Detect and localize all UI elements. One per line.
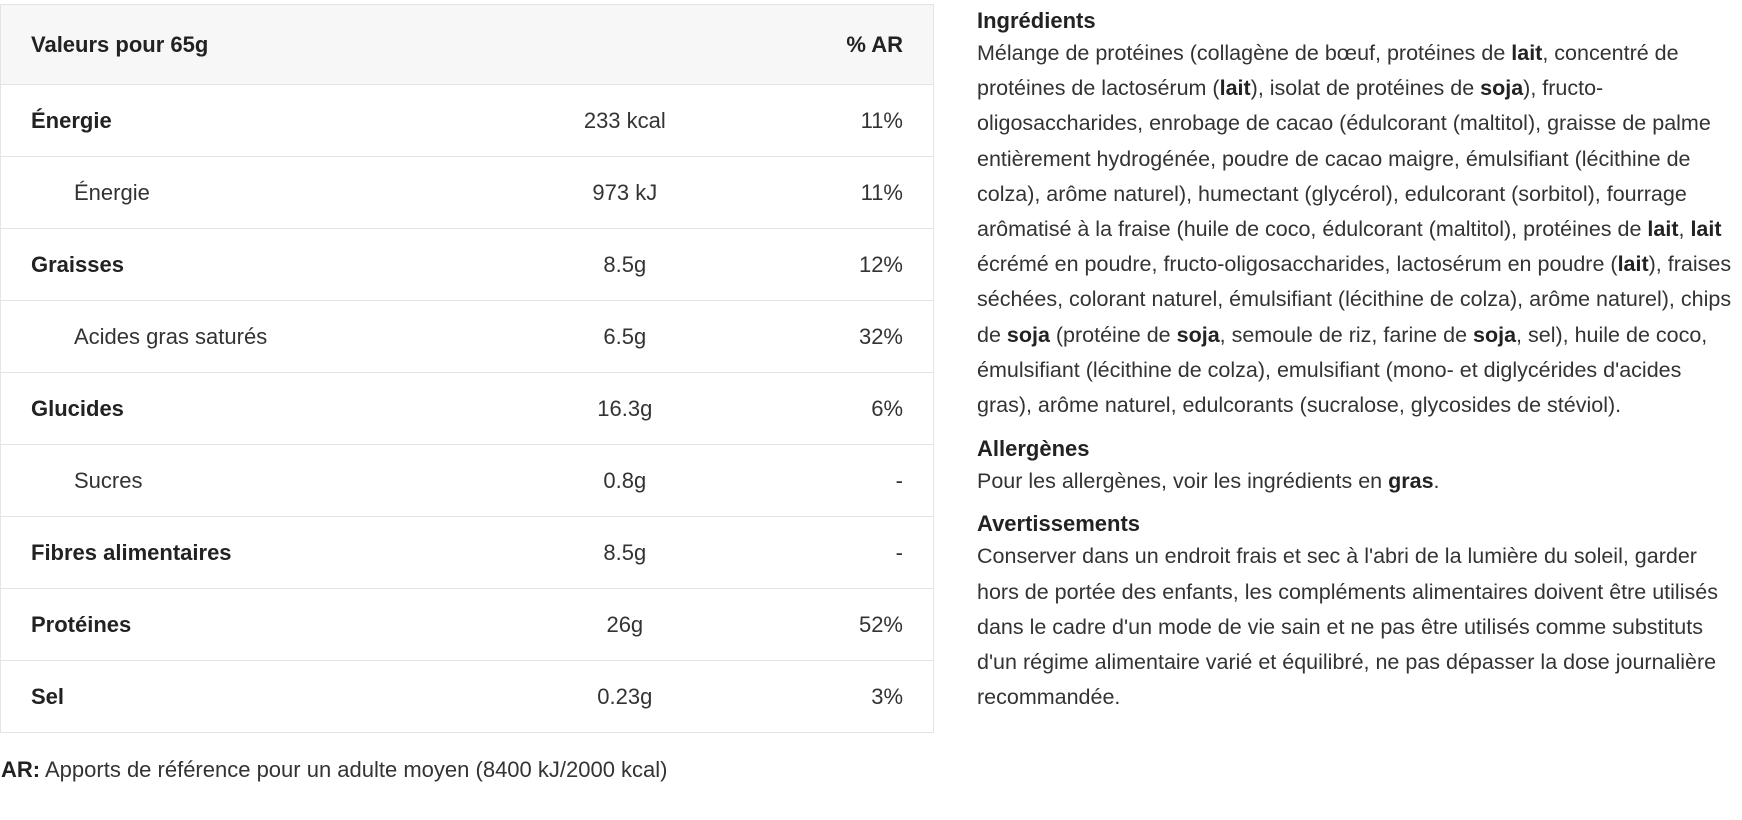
text-segment: Mélange de protéines (collagène de bœuf, protéines de <box>977 41 1512 65</box>
allergen-highlight: lait <box>1647 217 1679 242</box>
allergens-title: Allergènes <box>977 436 1090 462</box>
nutrient-value: 16.3g <box>480 373 770 445</box>
nutrient-name: Glucides <box>1 373 481 445</box>
text-segment: , semoule de riz, farine de <box>1219 322 1474 347</box>
nutrition-panel <box>0 4 934 733</box>
ar-footnote <box>1 757 668 783</box>
table-row <box>1 157 934 229</box>
nutrition-table <box>0 4 934 733</box>
text-segment: ), fructo-oligosaccharides, enrobage de cacao (édulcorant (maltitol), graisse de palme entièrement hydrogénée, poudre de cacao maigre, émulsifiant (lécithine de colza), arôme naturel), humectant (glycérol), edulcorant (sorbitol), fourrage arômatisé à la fraise (huile de coco, édulcorant (maltitol), protéines de <box>977 76 1711 242</box>
allergen-highlight: soja <box>1006 322 1050 347</box>
nutrient-ar-percent: 12% <box>770 229 934 301</box>
text-segment: , concentré de protéines de lactosérum ( <box>977 41 1679 101</box>
nutrient-value: 973 kJ <box>480 157 770 229</box>
nutrient-name: Sucres <box>1 445 481 517</box>
nutrient-value: 6.5g <box>480 301 770 373</box>
text-segment: écrémé en poudre, fructo-oligosaccharides, lactosérum en poudre ( <box>977 252 1618 277</box>
table-header-row <box>1 5 934 85</box>
text-segment: . <box>1433 469 1440 494</box>
table-row <box>1 589 934 661</box>
nutrient-name: Énergie <box>1 85 481 157</box>
text-segment: , <box>1678 217 1691 242</box>
nutrient-name: Sel <box>1 661 481 733</box>
footnote-text: Apports de référence pour un adulte moyen (8400 kJ/2000 kcal) <box>40 757 668 782</box>
warnings-text <box>977 539 1739 715</box>
nutrient-name: Fibres alimentaires <box>1 517 481 589</box>
nutrient-name: Protéines <box>1 589 481 661</box>
allergen-highlight: gras <box>1388 469 1434 494</box>
allergen-highlight: lait <box>1511 41 1543 65</box>
header-ar: % AR <box>770 5 934 85</box>
table-row <box>1 445 934 517</box>
nutrient-ar-percent: 6% <box>770 373 934 445</box>
header-value <box>480 5 770 85</box>
header-name: Valeurs pour 65g <box>1 5 481 85</box>
allergen-highlight: lait <box>1690 217 1722 242</box>
text-segment: ), fraises séchées, colorant naturel, émulsifiant (lécithine de colza), arôme naturel), chips de <box>977 252 1732 347</box>
nutrient-value: 8.5g <box>480 517 770 589</box>
text-segment: ), isolat de protéines de <box>1250 76 1481 101</box>
nutrient-value: 0.8g <box>480 445 770 517</box>
table-row <box>1 517 934 589</box>
nutrient-ar-percent: 11% <box>770 157 934 229</box>
text-segment: Pour les allergènes, voir les ingrédients en <box>977 469 1389 494</box>
product-info <box>977 6 1739 715</box>
ingredients-title: Ingrédients <box>977 8 1096 33</box>
warnings-section <box>977 509 1739 715</box>
table-row <box>1 661 934 733</box>
allergens-section <box>977 434 1739 499</box>
text-segment: , sel), huile de coco, émulsifiant (lécithine de colza), emulsifiant (mono- et diglycérides d'acides gras), arôme naturel, edulcorants (sucralose, glycosides de stéviol). <box>977 322 1708 418</box>
nutrient-name: Graisses <box>1 229 481 301</box>
ingredients-section <box>977 6 1739 423</box>
nutrient-ar-percent: 11% <box>770 85 934 157</box>
allergen-highlight: lait <box>1617 252 1649 277</box>
allergens-text <box>977 464 1739 499</box>
table-row <box>1 85 934 157</box>
nutrient-name: Acides gras saturés <box>1 301 481 373</box>
allergen-highlight: soja <box>1176 322 1220 347</box>
allergen-highlight: soja <box>1480 76 1524 101</box>
text-segment: (protéine de <box>1049 322 1177 347</box>
table-row <box>1 373 934 445</box>
nutrient-name: Énergie <box>1 157 481 229</box>
table-row <box>1 301 934 373</box>
nutrient-value: 233 kcal <box>480 85 770 157</box>
footnote-label: AR: <box>1 757 41 782</box>
nutrient-ar-percent: 32% <box>770 301 934 373</box>
nutrient-ar-percent: 3% <box>770 661 934 733</box>
table-row <box>1 229 934 301</box>
text-segment: Conserver dans un endroit frais et sec à l'abri de la lumière du soleil, garder hors de portée des enfants, les compléments alimentaires doivent être utilisés dans le cadre d'un mode de vie sain et ne pas être utilisés comme substituts d'un régime alimentaire varié et équilibré, ne pas dépasser la dose journalière recommandée. <box>977 544 1718 710</box>
warnings-title: Avertissements <box>977 511 1141 537</box>
allergen-highlight: lait <box>1219 76 1251 101</box>
nutrition-rows <box>1 85 934 733</box>
nutrient-ar-percent: - <box>770 517 934 589</box>
ingredients-text <box>977 36 1739 423</box>
nutrient-value: 0.23g <box>480 661 770 733</box>
nutrient-value: 26g <box>480 589 770 661</box>
allergen-highlight: soja <box>1473 322 1517 347</box>
nutrient-ar-percent: - <box>770 445 934 517</box>
nutrient-value: 8.5g <box>480 229 770 301</box>
nutrient-ar-percent: 52% <box>770 589 934 661</box>
